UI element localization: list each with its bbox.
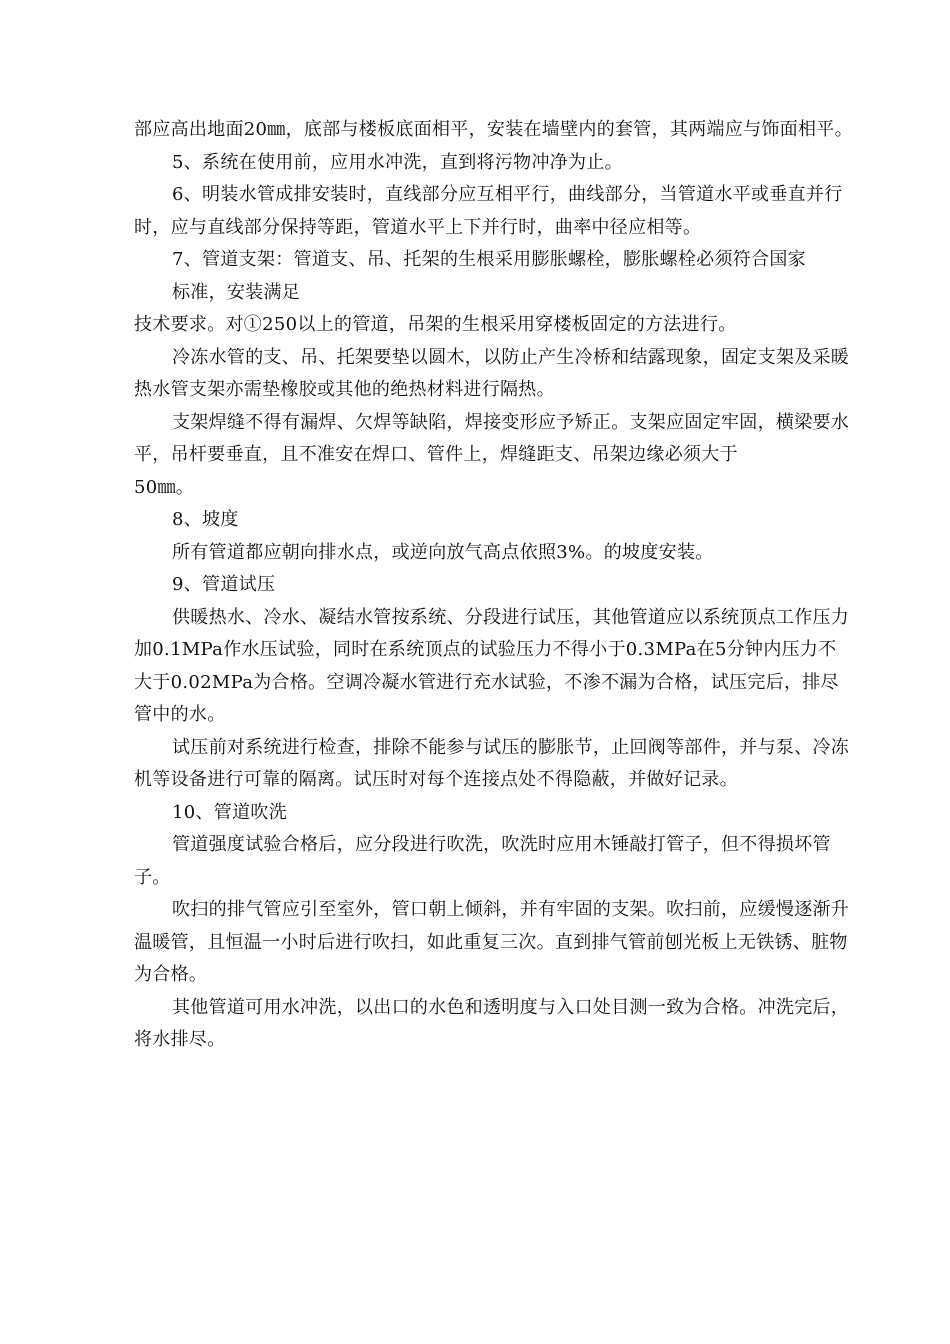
paragraph-support-welds [134, 407, 854, 505]
paragraph-item-6: 6、明装水管成排安装时，直线部分应互相平行，曲线部分，当管道水平或垂直并行时，应与直线部分保持等距，管道水平上下并行时，曲率中径应相等。 [134, 184, 843, 238]
paragraph-chilled-water-supports: 冷冻水管的支、吊、托架要垫以圆木，以防止产生冷桥和结露现象，固定支架及采暖热水管支架亦需垫橡胶或其他的绝热材料进行隔热。 [134, 346, 850, 400]
heading-item-10-pipe-flushing: 10、管道吹洗 [172, 801, 288, 823]
paragraph-pressure-test: 供暖热水、冷水、凝结水管按系统、分段进行试压，其他管道应以系统顶点工作压力加0.1MPa作水压试验，同时在系统顶点的试验压力不得小于0.3MPa在5分钟内压力不大于0.02MPa为合格。空调冷凝水管进行充水试验，不渗不漏为合格，试压完后，排尽管中的水。 [134, 606, 850, 725]
paragraph-technical-requirements: 技术要求。对①250以上的管道，吊架的生根采用穿楼板固定的方法进行。 [134, 314, 737, 335]
paragraph-slope: 所有管道都应朝向排水点，或逆向放气高点依照3%。的坡度安装。 [172, 541, 714, 563]
paragraph-sleeve-installation: 部应高出地面20㎜，底部与楼板底面相平，安装在墙壁内的套管，其两端应与饰面相平。 [134, 119, 853, 140]
document-body [134, 114, 854, 1057]
paragraph-strength-test-flushing: 管道强度试验合格后，应分段进行吹洗，吹洗时应用木锤敲打管子，但不得损坏管子。 [134, 834, 831, 888]
paragraph-blowing-exhaust: 吹扫的排气管应引至室外，管口朝上倾斜，并有牢固的支架。吹扫前，应缓慢逐渐升温暖管，且恒温一小时后进行吹扫，如此重复三次。直到排气管前刨光板上无铁锈、脏物为合格。 [134, 899, 850, 985]
paragraph-support-welds-main: 支架焊缝不得有漏焊、欠焊等缺陷，焊接变形应予矫正。支架应固定牢固，横梁要水平，吊杆要垂直，且不准安在焊口、管件上，焊缝距支、吊架边缘必须大于 [134, 411, 850, 465]
paragraph-support-welds-tail: 50㎜。 [134, 476, 195, 498]
heading-item-8-slope: 8、坡度 [172, 509, 239, 530]
paragraph-pre-test-inspection: 试压前对系统进行检查，排除不能参与试压的膨胀节，止回阀等部件，并与泵、冷冻机等设备进行可靠的隔离。试压时对每个连接点处不得隐蔽，并做好记录。 [134, 736, 850, 790]
paragraph-item-5: 5、系统在使用前，应用水冲洗，直到将污物冲净为止。 [172, 151, 623, 173]
paragraph-item-7-continued: 标准，安装满足 [172, 281, 301, 303]
heading-item-9-pressure-test: 9、管道试压 [172, 574, 276, 595]
paragraph-water-flushing: 其他管道可用水冲洗，以出口的水色和透明度与入口处目测一致为合格。冲洗完后，将水排尽。 [134, 996, 850, 1050]
paragraph-item-7: 7、管道支架：管道支、吊、托架的生根采用膨胀螺栓，膨胀螺栓必须符合国家 [172, 249, 806, 270]
